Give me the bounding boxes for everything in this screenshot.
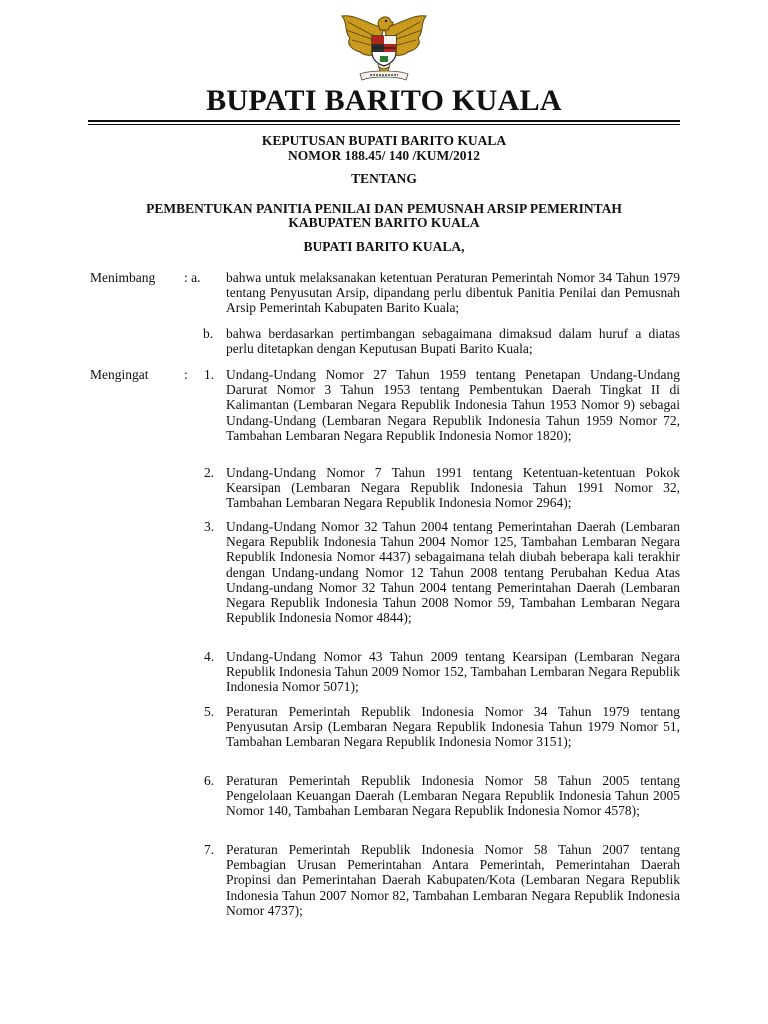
menimbang-label: Menimbang <box>90 270 156 285</box>
menimbang-item-a: bahwa untuk melaksanakan ketentuan Peraturan Pemerintah Nomor 34 Tahun 1979 tentang Penyusutan Arsip, dipandang perlu dibentuk Panitia Penilai dan Pemusnah Arsip Pemerintah Kabupaten Barito Kuala; <box>226 270 680 316</box>
header-rule-thick <box>88 120 680 122</box>
mengingat-item-5: Peraturan Pemerintah Republik Indonesia Nomor 34 Tahun 1979 tentang Penyusutan Arsip (Lembaran Negara Republik Indonesia Tahun 1979 Nomor 51, Tambahan Lembaran Negara Republik Indonesia Nomor 3151); <box>226 704 680 750</box>
mengingat-item-3: Undang-Undang Nomor 32 Tahun 2004 tentang Pemerintahan Daerah (Lembaran Negara Republik Indonesia Tahun 2004 Nomor 125, Tambahan Lembaran Negara Republik Indonesia Nomor 4437) sebagaimana telah diubah beberapa kali terakhir dengan Undang-undang Nomor 12 Tahun 2008 tentang Perubahan Kedua Atas Undang-undang Nomor 32 Tahun 2004 tentang Pemerintahan Daerah (Lembaran Negara Republik Indonesia Tahun 2008 Nomor 59, Tambahan Lembaran Negara Republik Indonesia Nomor 4844); <box>226 519 680 626</box>
mengingat-number-5: 5. <box>204 704 215 719</box>
decree-subject-line1: PEMBENTUKAN PANITIA PENILAI DAN PEMUSNAH ARSIP PEMERINTAH <box>146 201 622 216</box>
mengingat-item-4: Undang-Undang Nomor 43 Tahun 2009 tentang Kearsipan (Lembaran Negara Republik Indonesia Tahun 2009 Nomor 152, Tambahan Lembaran Negara Republik Indonesia Nomor 5071); <box>226 649 680 695</box>
menimbang-item-b: bahwa berdasarkan pertimbangan sebagaimana dimaksud dalam huruf a diatas perlu ditetapkan dengan Keputusan Bupati Barito Kuala; <box>226 326 680 357</box>
decree-issuer: BUPATI BARITO KUALA, <box>303 239 465 254</box>
mengingat-number-4: 4. <box>204 649 215 664</box>
mengingat-item-1: Undang-Undang Nomor 27 Tahun 1959 tentang Penetapan Undang-Undang Darurat Nomor 3 Tahun 1953 tentang Pembentukan Daerah Tingkat II di Kalimantan (Lembaran Negara Republik Indonesia Tahun 1953 Nomor 9) sebagai Undang-Undang (Lembaran Negara Republik Indonesia Tahun 1959 Nomor 72, Tambahan Lembaran Negara Republik Indonesia Nomor 1820); <box>226 367 680 443</box>
mengingat-number-3: 3. <box>204 519 215 534</box>
decree-title: KEPUTUSAN BUPATI BARITO KUALA <box>261 133 507 148</box>
decree-number: NOMOR 188.45/ 140 /KUM/2012 <box>288 148 480 163</box>
header-rule-thin <box>88 124 680 125</box>
mengingat-number-1: 1. <box>204 367 215 382</box>
garuda-emblem-icon <box>334 6 434 86</box>
header-title: BUPATI BARITO KUALA <box>206 84 562 117</box>
decree-about: TENTANG <box>351 171 417 186</box>
mengingat-label: Mengingat <box>90 367 149 382</box>
mengingat-item-6: Peraturan Pemerintah Republik Indonesia Nomor 58 Tahun 2005 tentang Pengelolaan Keuangan Daerah (Lembaran Negara Republik Indonesia Tahun 2005 Nomor 140, Tambahan Lembaran Negara Republik Indonesia Nomor 4578); <box>226 773 680 819</box>
menimbang-marker-a: : a. <box>184 270 201 285</box>
mengingat-item-7: Peraturan Pemerintah Republik Indonesia Nomor 58 Tahun 2007 tentang Pembagian Urusan Pemerintahan Antara Pemerintah, Pemerintahan Daerah Propinsi dan Pemerintahan Daerah Kabupaten/Kota (Lembaran Negara Republik Indonesia Tahun 2007 Nomor 82, Tambahan Lembaran Negara Republik Indonesia Nomor 4737); <box>226 842 680 918</box>
mengingat-number-7: 7. <box>204 842 215 857</box>
decree-subject-line2: KABUPATEN BARITO KUALA <box>288 215 480 230</box>
mengingat-item-2: Undang-Undang Nomor 7 Tahun 1991 tentang Ketentuan-ketentuan Pokok Kearsipan (Lembaran Negara Republik Indonesia Tahun 1991 Nomor 32, Tambahan Lembaran Negara Republik Indonesia Nomor 2964); <box>226 465 680 511</box>
menimbang-marker-b: b. <box>203 326 214 341</box>
mengingat-number-6: 6. <box>204 773 215 788</box>
mengingat-colon: : <box>184 367 188 382</box>
mengingat-number-2: 2. <box>204 465 215 480</box>
